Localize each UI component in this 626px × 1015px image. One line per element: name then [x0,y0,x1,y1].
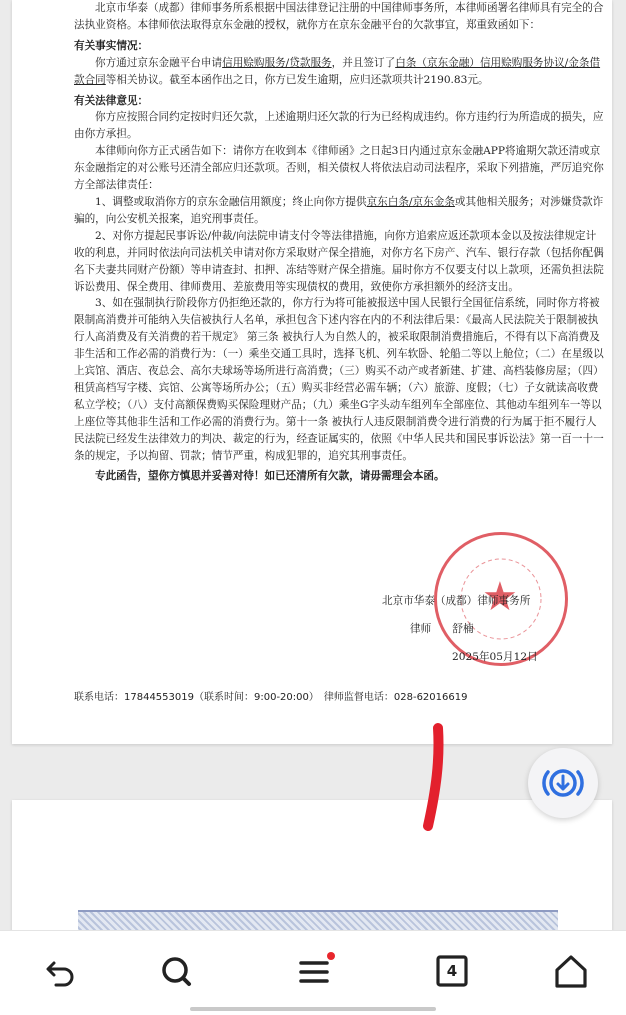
law-paragraph-5: 3、如在强制执行阶段你方仍拒绝还款的，你方行为将可能被报送中国人民银行全国征信系统，同时你方将被限制高消费并可能纳入失信被执行人名单，承担包含下述内容在内的不利法律后果：《最高人民法院关于限制被执行人高消费及有关消费的若干规定》 第三条 被执行人为自然人的，被采取限制消费措施后，不得有以下高消费及非生活和工作必需的消费行为：（一）乘坐交通工具时，选择飞机、列车软卧、轮船二等以上舱位；（二）在星级以上宾馆、酒店、夜总会、高尔夫球场等场所进行高消费；（三）购买不动产或者新建、扩建、高档装修房屋；（四）租赁高档写字楼、宾馆、公寓等场所办公；（五）购买非经营必需车辆；（六）旅游、度假；（七）子女就读高收费私立学校；（八）支付高额保费购买保险理财产品；（九）乘坐G字头动车组列车全部座位、其他动车组列车一等以上座位等其他非生活和工作必需的消费行为。第十一条 被执行人违反限制消费令进行消费的行为属于拒不履行人民法院已经发生法律效力的判决、裁定的行为，经查证属实的，依照《中华人民共和国民事诉讼法》第一百一十一条的规定，予以拘留、罚款；情节严重，构成犯罪的，追究其刑事责任。 [74,297,604,462]
facts-paragraph [74,55,604,89]
system-home-indicator[interactable] [190,1007,436,1011]
facts-text-1: 你方通过京东金融平台申请 [95,56,223,69]
law-heading: 有关法律意见： [74,94,149,107]
signature-lawyer: 律师 舒楠 [410,623,474,635]
law-paragraph-3 [74,194,604,228]
tabs-button[interactable] [430,949,474,993]
home-icon [552,952,590,990]
document-page-1 [12,0,612,744]
back-button[interactable] [38,949,82,993]
facts-service: 信用赊购服务/贷款服务 [222,56,332,69]
signature-block [382,593,538,677]
law-paragraph-2: 本律师向你方正式函告如下：请你方在收到本《律师函》之日起3日内通过京东金融APP将逾期欠款还清或京东金融指定的对公账号还清全部应归还款项。否则，相关债权人将依法启动司法程序，采取下列措施，严厉追究你方全部法律责任： [74,145,604,192]
menu-button[interactable] [293,949,337,993]
law-p3-text-2: 或其他相关服务；对涉嫌贷款诈骗的，向公安机关报案，追究刑事责任。 [74,195,604,225]
back-icon [42,953,78,989]
bottom-toolbar [0,930,626,1015]
facts-heading: 有关事实情况： [74,39,149,52]
law-paragraph-4: 2、对你方提起民事诉讼/仲裁/向法院申请支付令等法律措施，向你方追索应返还款项本金以及按法律规定计收的利息，并同时依法向司法机关申请对你方采取财产保全措施，对你方名下房产、汽车、银行存款（包括你配偶名下夫妻共同财产份额）等申请查封、扣押、冻结等财产保全措施。届时你方不仅要支付以上款项，还需负担法院诉讼费用、保全费用、律师费用、差旅费用等实现债权的费用，致使你方承担额外的经济支出。 [74,229,604,293]
lawyer-letter [74,0,604,485]
seal-star-icon: ★ [482,574,518,620]
letter-intro: 北京市华泰（成都）律师事务所系根据中国法律登记注册的中国律师事务所，本律师函署名律师具有完全的合法执业资格。本律师依法取得京东金融的授权，就你方在京东金融平台的欠款事宜，郑重致函如下： [74,2,604,31]
facts-agreement: 白条（京东金融）信用赊购服务协议/金条借款合同 [74,56,601,86]
contact-info: 联系电话：17844553019（联系时间：9:00-20:00） 律师监督电话：028-62016619 [74,692,468,703]
search-button[interactable] [154,949,198,993]
menu-icon [295,951,335,991]
closing-line: 专此函告，望你方慎思并妥善对待！如已还清所有欠款，请毋需理会本函。 [95,470,445,483]
notification-dot-icon [327,952,335,960]
facts-text-2: ，并且签订了 [331,56,396,69]
facts-text-3: 等相关协议。截至本函作出之日，你方已发生逾期，应归还款项共计 [105,73,424,86]
law-paragraph-1: 你方应按照合同约定按时归还欠款，上述逾期归还欠款的行为已经构成违约。你方违约行为所造成的损失，应由你方承担。 [74,111,604,141]
download-button[interactable] [528,748,598,818]
signature-firm: 北京市华泰（成都）律师事务所 [382,595,531,607]
signature-date: 2025年05月12日 [452,651,538,663]
law-p3-text-1: 1、调整或取消你方的京东金融信用额度；终止向你方提供 [95,195,367,208]
document-page-2 [12,800,612,940]
home-button[interactable] [549,949,593,993]
tab-count: 4 [446,962,458,980]
law-p3-products: 京东白条/京东金条 [366,195,455,208]
download-icon [538,758,588,808]
search-icon [158,953,194,989]
facts-amount: 2190.83元。 [423,73,489,86]
